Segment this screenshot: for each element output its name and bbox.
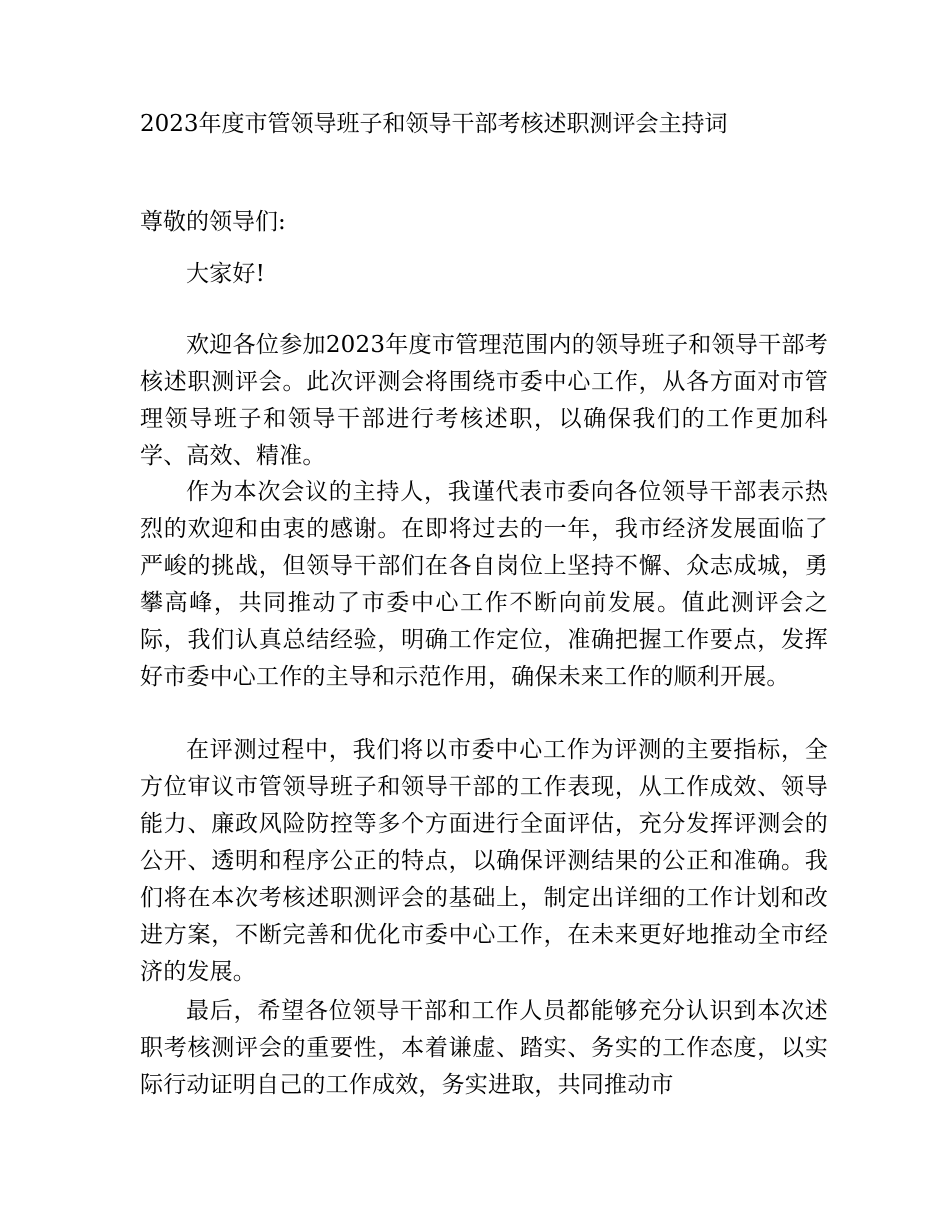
document-title: 2023年度市管领导班子和领导干部考核述职测评会主持词: [140, 111, 728, 137]
paragraph-closing: 最后，希望各位领导干部和工作人员都能够充分认识到本次述职考核测评会的重要性，本着谦虚、踏实、务实的工作态度，以实际行动证明自己的工作成效，务实进取，共同推动市: [140, 998, 828, 1098]
salutation: 尊敬的领导们:: [140, 209, 286, 235]
paragraph-thanks: 作为本次会议的主持人，我谨代表市委向各位领导干部表示热烈的欢迎和由衷的感谢。在即将过去的一年，我市经济发展面临了严峻的挑战，但领导干部们在各自岗位上坚持不懈、众志成城，勇攀高峰，共同推动了市委中心工作不断向前发展。值此测评会之际，我们认真总结经验，明确工作定位，准确把握工作要点，发挥好市委中心工作的主导和示范作用，确保未来工作的顺利开展。: [140, 479, 828, 690]
paragraph-welcome: 欢迎各位参加2023年度市管理范围内的领导班子和领导干部考核述职测评会。此次评测会将围绕市委中心工作，从各方面对市管理领导班子和领导干部进行考核述职，以确保我们的工作更加科学、高效、精准。: [140, 332, 828, 469]
greeting: 大家好!: [186, 261, 266, 287]
paragraph-evaluation: 在评测过程中，我们将以市委中心工作为评测的主要指标，全方位审议市管领导班子和领导干部的工作表现，从工作成效、领导能力、廉政风险防控等多个方面进行全面评估，充分发挥评测会的公开、透明和程序公正的特点，以确保评测结果的公正和准确。我们将在本次考核述职测评会的基础上，制定出详细的工作计划和改进方案，不断完善和优化市委中心工作，在未来更好地推动全市经济的发展。: [140, 737, 828, 985]
